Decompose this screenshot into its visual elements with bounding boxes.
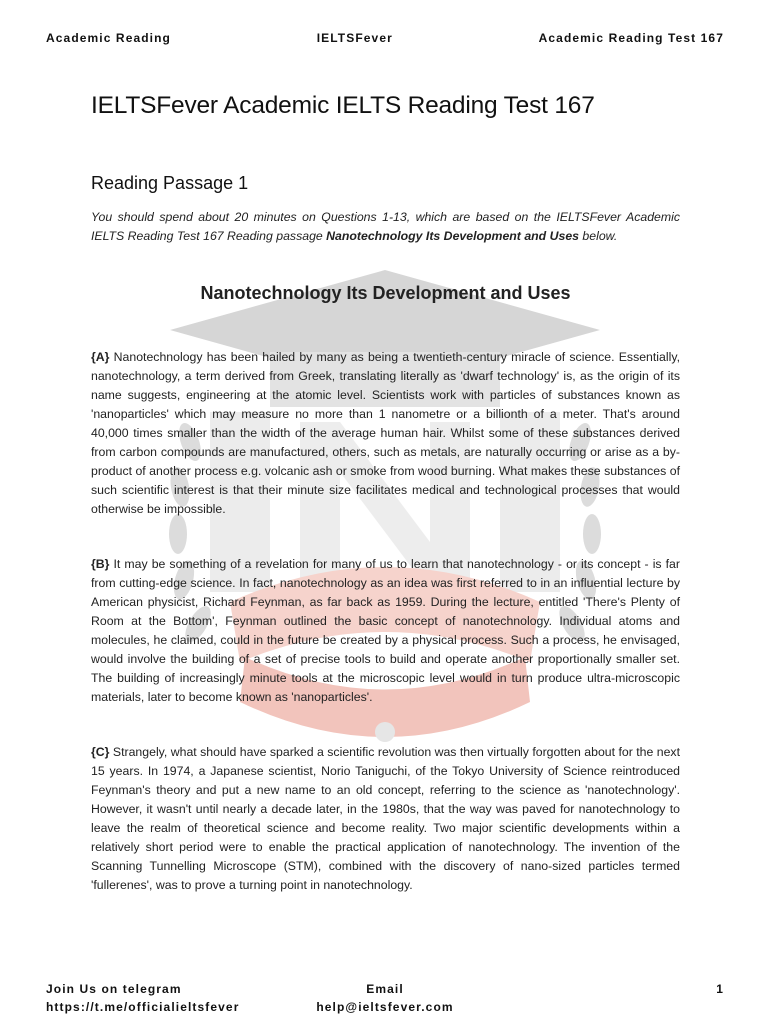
footer-email (300, 980, 470, 1016)
page-number: 1 (716, 982, 724, 996)
header-center: IELTSFever (316, 31, 393, 45)
telegram-link[interactable]: https://t.me/officialieltsfever (46, 1000, 240, 1014)
header-left: Academic Reading (46, 31, 171, 45)
instructions-text-end: below. (579, 229, 618, 244)
paragraph-label: {C} (91, 745, 110, 759)
paragraph-label: {A} (91, 350, 110, 364)
page-title: IELTSFever Academic IELTS Reading Test 167 (91, 92, 595, 119)
header-right: Academic Reading Test 167 (538, 31, 724, 45)
paragraph-c (91, 743, 680, 895)
paragraph-text: Nanotechnology has been hailed by many as being a twentieth-century miracle of science. Essentially, nanotechnology, a term derived from Greek, translating literally as 'dwarf technology' is, as the origin of its name suggests, engineering at the atomic level. Scientists work with particles of substances known as 'nanoparticles' which may measure no more than 1 nanometre or a billionth of a meter. That's around 40,000 times smaller than the width of the average human hair. Whilst some of these substances derived from carbon compounds are manufactured, others, such as metals, are naturally occurring or arise as a by-product of another process e.g. volcanic ash or smoke from wood burning. What makes these substances of such scientific interest is that their minute size facilitates medical and technological processes that would otherwise be impossible. (91, 350, 680, 516)
footer-telegram (46, 980, 239, 1016)
paragraph-b (91, 555, 680, 707)
article-title: Nanotechnology Its Development and Uses (200, 283, 571, 303)
footer-telegram-label: Join Us on telegram (46, 982, 182, 996)
paragraph-label: {B} (91, 557, 110, 571)
paragraph-text: It may be something of a revelation for many of us to learn that nanotechnology - or its concept - is far from cutting-edge science. In fact, nanotechnology as an idea was first referred to in an influential lecture by American physicist, Richard Feynman, as far back as 1959. During the lecture, entitled 'There's Plenty of Room at the Bottom', Feynman outlined the basic concept of nanotechnology. Individual atoms and molecules, he claimed, could in the future be created by a physical process. Such a process, he envisaged, would involve the building of a set of precise tools to build and operate another proportionally smaller set. The building of increasingly minute tools at the microscopic level would in turn produce ultra-microscopic materials, later to become known as 'nanoparticles'. (91, 557, 680, 704)
instructions-text: You should spend about 20 minutes on Questions 1-13, which are based on the IELTSFever Academic IELTS Reading Test 167 Reading passage (91, 210, 680, 244)
email-link[interactable]: help@ieltsfever.com (316, 1000, 454, 1014)
footer-email-label: Email (366, 982, 404, 996)
instructions-passage-title: Nanotechnology Its Development and Uses (326, 229, 579, 244)
paragraph-a (91, 348, 680, 519)
paragraph-text: Strangely, what should have sparked a scientific revolution was then virtually forgotten about for the next 15 years. In 1974, a Japanese scientist, Norio Taniguchi, of the Tokyo University of Science reintroduced Feynman's theory and put a new name to an old concept, referring to the science as 'nanotechnology'. However, it wasn't until nearly a decade later, in the 1980s, that the way was paved for nanotechnology to leave the realm of theoretical science and become reality. Two major scientific developments within a relatively short period were to enable the practical application of nanotechnology. The invention of the Scanning Tunnelling Microscope (STM), combined with the discovery of nano-sized particles termed 'fullerenes', was to prove a turning point in nanotechnology. (91, 745, 680, 892)
instructions (91, 208, 680, 247)
passage-heading: Reading Passage 1 (91, 173, 249, 193)
